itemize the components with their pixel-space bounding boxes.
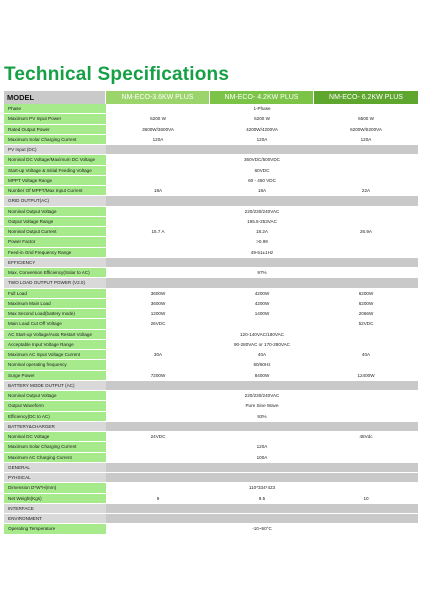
row-label: Number Of MPPT/Max Input Current: [4, 186, 106, 195]
model-value-3: 6200W: [358, 290, 374, 296]
model-value-3: 6500 W: [358, 116, 374, 122]
row-label: Nominal Output Current: [4, 227, 106, 236]
table-row: [4, 217, 418, 227]
row-values: [106, 442, 418, 451]
table-row: [4, 391, 418, 401]
shared-value: 220/230/240VAC: [244, 208, 280, 214]
row-values: [106, 268, 418, 277]
row-values: [106, 207, 418, 216]
model-value-1: 18A: [153, 188, 163, 193]
row-label: Nominal DC Voltage/Maximum DC Voltage: [4, 155, 106, 164]
row-label: Net Weight(Kgs): [4, 494, 106, 503]
row-values: [106, 483, 418, 492]
model-header-2: NM-ECO- 4.2KW PLUS: [210, 91, 314, 104]
table-row: [4, 483, 418, 493]
model-value-3: 120A: [360, 136, 372, 142]
row-values: [106, 227, 418, 236]
table-row: [4, 237, 418, 247]
shared-value: 60 - 450 VDC: [248, 177, 276, 183]
row-values: [106, 319, 418, 328]
row-values: [106, 524, 418, 533]
model-value-3: 2066W: [358, 311, 374, 316]
shared-value: 120-140VAC/180VAC: [239, 331, 284, 337]
row-label: Maximum PV Input Power: [4, 114, 106, 123]
shared-value: >0.99: [256, 239, 268, 245]
row-label: Nominal Output Voltage: [4, 391, 106, 400]
table-row: [4, 248, 418, 258]
row-label: Maximum AC Charging Current: [4, 453, 106, 462]
row-label: Max. Conversion Efficiency(Solar to AC): [4, 268, 106, 277]
table-row: [4, 104, 418, 114]
row-values: [106, 371, 418, 380]
row-label: Maximum AC Input Voltage Current: [4, 350, 106, 359]
row-label: Operating Temperature: [4, 524, 106, 533]
model-value-2: [210, 432, 314, 441]
model-value-3: 52VDC: [358, 321, 374, 327]
row-values: [106, 186, 418, 195]
table-row: [4, 309, 418, 319]
table-row: [4, 371, 418, 381]
row-values: [106, 381, 418, 390]
model-value-2: 9.5: [258, 495, 266, 501]
row-values: [106, 135, 418, 144]
row-label: Dimension D*W*H(mm): [4, 483, 106, 492]
row-values: [106, 248, 418, 257]
row-values: [106, 504, 418, 513]
row-values: [106, 453, 418, 462]
shared-value: 1-Phase: [253, 106, 271, 111]
table-row: [4, 453, 418, 463]
row-values: [106, 401, 418, 410]
row-label: AC Start-up Voltage/Auto Restart Voltage: [4, 330, 106, 339]
table-row: [4, 432, 418, 442]
row-label: Main Load Cut Off Voltage: [4, 319, 106, 328]
shared-value: 110*334*423: [248, 485, 276, 491]
table-row: [4, 494, 418, 504]
section-label: GRID OUTPUT(AC): [4, 196, 106, 205]
row-label: Maximum Main Load: [4, 299, 106, 308]
table-row: [4, 155, 418, 165]
model-value-3: 10: [363, 495, 369, 501]
model-value-1: 15.7 A: [151, 229, 165, 234]
section-label: BATTERY MODE OUTPUT (AC): [4, 381, 106, 390]
shared-value: 50/60Hz: [253, 362, 271, 368]
row-values: [106, 145, 418, 154]
section-row: [4, 463, 418, 473]
section-label: TWO LOAD OUTPUT POWER (V2.0): [4, 278, 106, 287]
model-value-1: 30A: [153, 352, 163, 357]
table-row: [4, 227, 418, 237]
table-row: [4, 442, 418, 452]
shared-value: 195.5-253VAC: [247, 218, 277, 224]
table-row: [4, 401, 418, 411]
table-row: [4, 207, 418, 217]
shared-value: 60VDC: [254, 167, 270, 173]
row-values: [106, 289, 418, 298]
shared-value: Pure Sine Wave: [245, 403, 279, 409]
row-label: Nominal operating frequency: [4, 360, 106, 369]
section-row: [4, 145, 418, 155]
model-value-3: 40A: [361, 352, 371, 357]
shared-value: 49-51±1Hz: [250, 249, 274, 255]
section-label: INTERFACE: [4, 504, 106, 513]
model-value-3: 6200W: [358, 300, 374, 306]
row-values: [106, 514, 418, 523]
row-label: Rated Output Power: [4, 125, 106, 134]
table-row: [4, 114, 418, 124]
row-values: [106, 412, 418, 421]
model-value-3: 12400W: [357, 372, 375, 378]
table-row: [4, 350, 418, 360]
row-values: [106, 278, 418, 287]
row-label: Nominal Output Voltage: [4, 207, 106, 216]
table-row: [4, 166, 418, 176]
row-values: [106, 176, 418, 185]
section-row: [4, 514, 418, 524]
model-header-label: MODEL: [4, 91, 106, 104]
row-values: [106, 155, 418, 164]
table-row: [4, 319, 418, 329]
model-value-1: 9: [156, 495, 160, 501]
shared-value: 97%: [257, 270, 267, 275]
table-row: [4, 412, 418, 422]
table-row: [4, 524, 418, 534]
table-row: [4, 186, 418, 196]
section-row: [4, 473, 418, 483]
model-value-2: 18A: [257, 188, 267, 193]
row-values: [106, 196, 418, 205]
row-label: Power Factor: [4, 237, 106, 246]
table-row: [4, 289, 418, 299]
row-values: [106, 114, 418, 123]
row-values: [106, 340, 418, 349]
table-row: [4, 340, 418, 350]
model-value-1: 3600W: [150, 290, 166, 296]
row-label: Efficiency(DC to AC): [4, 412, 106, 421]
row-values: [106, 432, 418, 441]
row-values: [106, 494, 418, 503]
row-label: Maximum Solar Charging Current: [4, 135, 106, 144]
model-value-2: 4200W: [254, 290, 270, 296]
row-values: [106, 330, 418, 339]
section-row: [4, 196, 418, 206]
row-label: Maximum Solar Charging Current: [4, 442, 106, 451]
row-values: [106, 217, 418, 226]
table-row: [4, 299, 418, 309]
row-values: [106, 166, 418, 175]
model-value-2: [210, 319, 314, 328]
shared-value: 93%: [257, 413, 267, 419]
model-value-1: 3600W/3600VA: [142, 126, 174, 132]
table-row: [4, 176, 418, 186]
model-value-1: 1200W: [150, 311, 166, 316]
shared-value: 90-280VAC or 170-280VAC: [233, 341, 290, 347]
row-label: Feed-in Grid Frequency Range: [4, 248, 106, 257]
row-label: Surge Power: [4, 371, 106, 380]
model-value-1: 120A: [152, 136, 164, 142]
row-values: [106, 104, 418, 113]
row-values: [106, 360, 418, 369]
model-value-2: 18.2A: [255, 229, 268, 234]
model-header-3: NM-ECO- 6.2KW PLUS: [314, 91, 418, 104]
model-value-2: 6200 W: [254, 116, 270, 122]
shared-value: -10~50°C: [252, 526, 272, 532]
section-label: BATTERY&CHARGER: [4, 422, 106, 431]
section-row: [4, 504, 418, 514]
row-label: Nominal DC Voltage: [4, 432, 106, 441]
model-value-1: 3600W: [150, 300, 166, 306]
table-row: [4, 125, 418, 135]
model-value-3: 22A: [361, 188, 371, 193]
section-label: PV Input (DC): [4, 145, 106, 154]
row-values: [106, 125, 418, 134]
spec-table: [4, 91, 418, 535]
model-value-3: 48Vdc: [359, 434, 373, 439]
section-label: GENERAL: [4, 463, 106, 472]
table-row: [4, 135, 418, 145]
table-body: [4, 104, 418, 535]
section-row: [4, 422, 418, 432]
model-value-2: 4200W/4200VA: [246, 126, 278, 132]
model-header-1: NM-ECO-3.6KW PLUS: [106, 91, 210, 104]
model-value-2: 120A: [256, 136, 268, 142]
page-title: Technical Specifications: [4, 64, 230, 85]
model-value-3: 6200W/6200VA: [350, 126, 382, 132]
row-label: Max Second Load(battery mode): [4, 309, 106, 318]
section-label: EFFICIENCY: [4, 258, 106, 267]
row-values: [106, 237, 418, 246]
table-row: [4, 330, 418, 340]
model-value-2: 40A: [257, 352, 267, 357]
model-value-2: 1400W: [254, 311, 270, 316]
row-values: [106, 309, 418, 318]
row-label: Acceptable Input Voltage Range: [4, 340, 106, 349]
row-values: [106, 422, 418, 431]
row-label: Output Voltage Range: [4, 217, 106, 226]
row-label: Phase: [4, 104, 106, 113]
row-values: [106, 258, 418, 267]
model-value-1: 26VDC: [150, 321, 166, 327]
model-value-1: 6200 W: [150, 116, 166, 122]
shared-value: 100A: [256, 454, 268, 460]
shared-value: 360VDC/500VDC: [243, 157, 280, 163]
table-row: [4, 268, 418, 278]
row-label: Full Load: [4, 289, 106, 298]
row-label: MPPT Voltage Range: [4, 176, 106, 185]
row-values: [106, 299, 418, 308]
row-values: [106, 391, 418, 400]
model-value-1: 24VDC: [150, 434, 166, 439]
model-value-2: 8400W: [254, 372, 270, 378]
section-row: [4, 258, 418, 268]
row-label: Start-up Voltage & Initial Feeding Voltage: [4, 166, 106, 175]
row-values: [106, 473, 418, 482]
model-value-2: 4200W: [254, 300, 270, 306]
section-label: ENVIRONMENT: [4, 514, 106, 523]
section-row: [4, 278, 418, 288]
row-values: [106, 350, 418, 359]
model-value-3: 26.9A: [359, 229, 372, 234]
shared-value: 120A: [256, 444, 268, 450]
row-label: Output Waveform: [4, 401, 106, 410]
table-row: [4, 360, 418, 370]
section-row: [4, 381, 418, 391]
table-header: [4, 91, 418, 104]
shared-value: 220/230/240VAC: [244, 393, 280, 398]
model-value-1: 7200W: [150, 372, 166, 378]
section-label: PYHSICAL: [4, 473, 106, 482]
row-values: [106, 463, 418, 472]
